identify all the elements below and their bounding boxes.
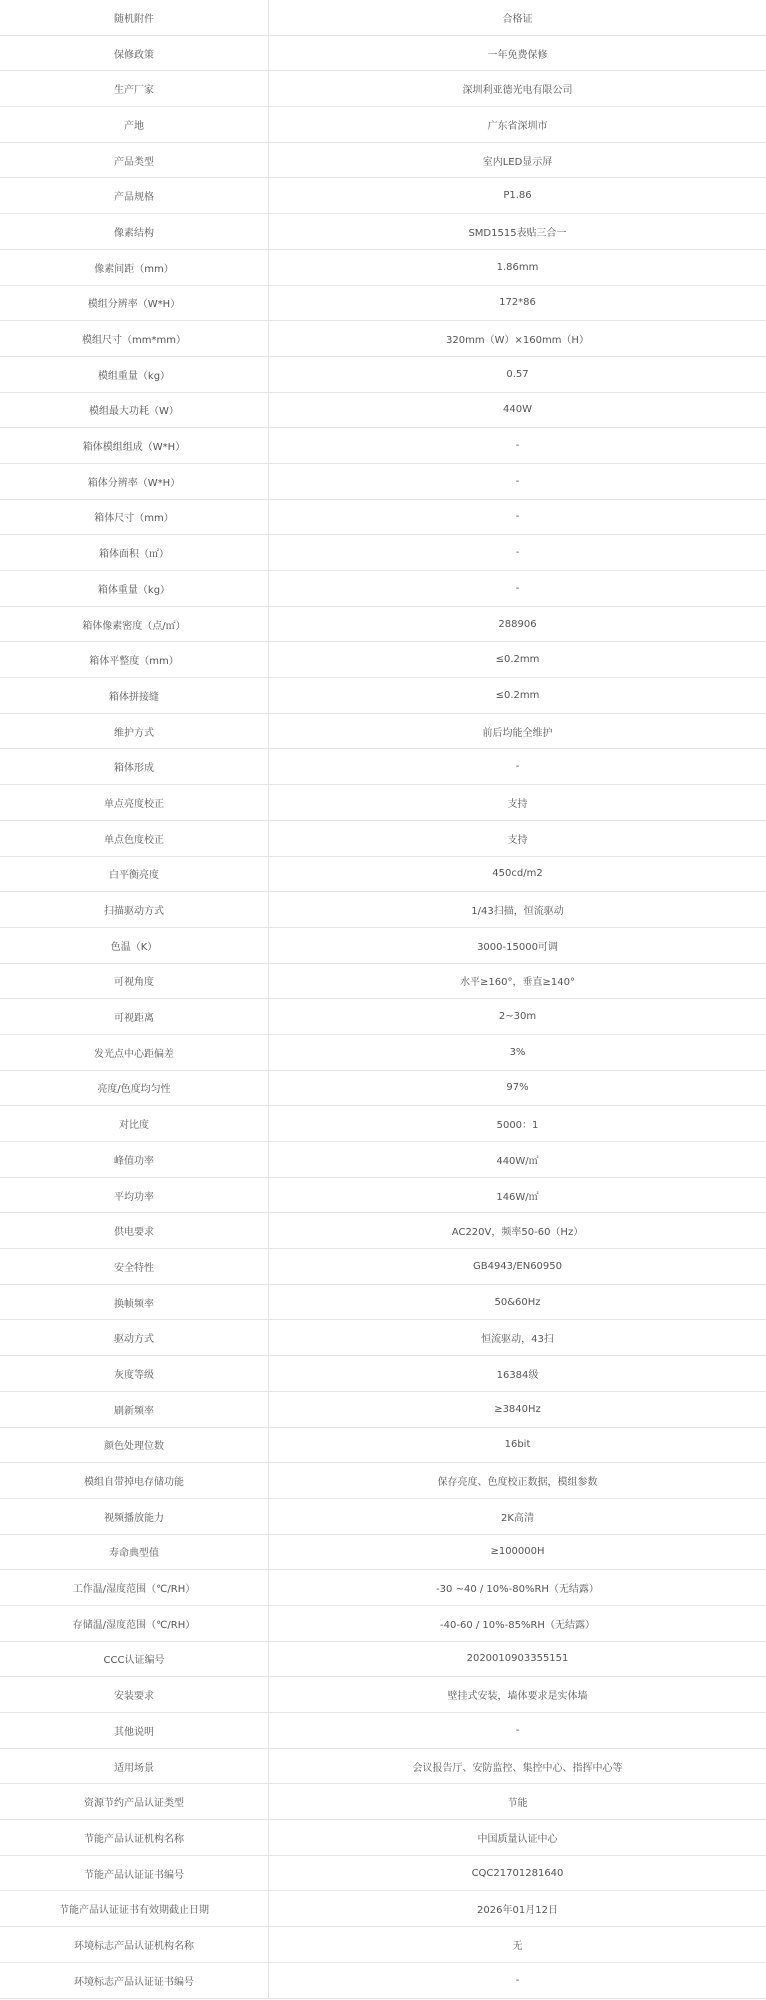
spec-label: 发光点中心距偏差 xyxy=(0,1034,269,1070)
spec-value: 146W/㎡ xyxy=(269,1177,766,1213)
spec-label: 像素结构 xyxy=(0,214,269,250)
spec-label: 工作温/湿度范围（℃/RH） xyxy=(0,1570,269,1606)
table-row xyxy=(0,1962,766,1998)
spec-label: 存储温/湿度范围（℃/RH） xyxy=(0,1605,269,1641)
spec-value: 壁挂式安装，墙体要求是实体墙 xyxy=(269,1677,766,1713)
spec-label: 对比度 xyxy=(0,1106,269,1142)
table-row xyxy=(0,1641,766,1677)
table-row xyxy=(0,1820,766,1856)
spec-label: 节能产品认证机构名称 xyxy=(0,1820,269,1856)
spec-value: AC220V，频率50-60（Hz） xyxy=(269,1213,766,1249)
spec-value: P1.86 xyxy=(269,178,766,214)
spec-value: 无 xyxy=(269,1927,766,1963)
table-row xyxy=(0,1534,766,1570)
spec-label: 扫描驱动方式 xyxy=(0,892,269,928)
spec-value: GB4943/EN60950 xyxy=(269,1249,766,1285)
table-row xyxy=(0,107,766,143)
spec-value: - xyxy=(269,499,766,535)
table-row xyxy=(0,571,766,607)
table-row xyxy=(0,1034,766,1070)
spec-label: 节能产品认证证书编号 xyxy=(0,1855,269,1891)
table-row xyxy=(0,963,766,999)
spec-label: 安装要求 xyxy=(0,1677,269,1713)
table-row xyxy=(0,356,766,392)
spec-label: 箱体形成 xyxy=(0,749,269,785)
spec-label: 节能产品认证证书有效期截止日期 xyxy=(0,1891,269,1927)
spec-label: 寿命典型值 xyxy=(0,1534,269,1570)
spec-value: 2~30m xyxy=(269,999,766,1035)
spec-value: ≤0.2mm xyxy=(269,678,766,714)
spec-value: 深圳利亚德光电有限公司 xyxy=(269,71,766,107)
spec-label: 产地 xyxy=(0,107,269,143)
spec-label: 峰值功率 xyxy=(0,1142,269,1178)
table-row xyxy=(0,1677,766,1713)
spec-label: 颜色处理位数 xyxy=(0,1427,269,1463)
spec-value: - xyxy=(269,535,766,571)
spec-label: 平均功率 xyxy=(0,1177,269,1213)
spec-label: 驱动方式 xyxy=(0,1320,269,1356)
spec-label: 供电要求 xyxy=(0,1213,269,1249)
table-row xyxy=(0,463,766,499)
table-row xyxy=(0,927,766,963)
spec-label: 保修政策 xyxy=(0,35,269,71)
spec-value: 440W xyxy=(269,392,766,428)
spec-value: 前后均能全维护 xyxy=(269,713,766,749)
spec-value: 节能 xyxy=(269,1784,766,1820)
table-row xyxy=(0,321,766,357)
spec-label: 箱体分辨率（W*H） xyxy=(0,463,269,499)
spec-label: 箱体尺寸（mm） xyxy=(0,499,269,535)
table-row xyxy=(0,1748,766,1784)
table-row xyxy=(0,214,766,250)
table-row xyxy=(0,1927,766,1963)
table-row xyxy=(0,820,766,856)
spec-label: 像素间距（mm） xyxy=(0,249,269,285)
spec-label: 安全特性 xyxy=(0,1249,269,1285)
spec-label: 模组最大功耗（W） xyxy=(0,392,269,428)
spec-value: - xyxy=(269,428,766,464)
table-row xyxy=(0,1855,766,1891)
spec-value: CQC21701281640 xyxy=(269,1855,766,1891)
spec-label: 生产厂家 xyxy=(0,71,269,107)
spec-value: 0.57 xyxy=(269,356,766,392)
table-row xyxy=(0,856,766,892)
spec-value: 3% xyxy=(269,1034,766,1070)
spec-label: 箱体拼接缝 xyxy=(0,678,269,714)
spec-label: 单点亮度校正 xyxy=(0,785,269,821)
spec-label: 白平衡亮度 xyxy=(0,856,269,892)
table-row xyxy=(0,1891,766,1927)
spec-value: 中国质量认证中心 xyxy=(269,1820,766,1856)
table-row xyxy=(0,1391,766,1427)
spec-label: 视频播放能力 xyxy=(0,1498,269,1534)
spec-value: SMD1515表贴三合一 xyxy=(269,214,766,250)
spec-value: 水平≥160°，垂直≥140° xyxy=(269,963,766,999)
spec-value: ≥100000H xyxy=(269,1534,766,1570)
table-row xyxy=(0,1177,766,1213)
table-row xyxy=(0,392,766,428)
table-row xyxy=(0,999,766,1035)
spec-label: 色温（K） xyxy=(0,927,269,963)
spec-label: 环境标志产品认证证书编号 xyxy=(0,1962,269,1998)
spec-label: 模组自带掉电存储功能 xyxy=(0,1463,269,1499)
spec-label: 模组重量（kg） xyxy=(0,356,269,392)
spec-label: 可视距离 xyxy=(0,999,269,1035)
spec-label: 产品规格 xyxy=(0,178,269,214)
table-row xyxy=(0,1498,766,1534)
spec-label: 模组分辨率（W*H） xyxy=(0,285,269,321)
table-row xyxy=(0,1784,766,1820)
spec-value: 2020010903355151 xyxy=(269,1641,766,1677)
table-row xyxy=(0,1106,766,1142)
spec-label: 箱体面积（㎡） xyxy=(0,535,269,571)
spec-value: - xyxy=(269,1962,766,1998)
spec-value: 320mm（W）×160mm（H） xyxy=(269,321,766,357)
spec-label: 其他说明 xyxy=(0,1713,269,1749)
table-row xyxy=(0,1427,766,1463)
table-row xyxy=(0,71,766,107)
table-row xyxy=(0,1356,766,1392)
spec-label: 箱体平整度（mm） xyxy=(0,642,269,678)
spec-value: 16bit xyxy=(269,1427,766,1463)
table-row xyxy=(0,1249,766,1285)
spec-label: 适用场景 xyxy=(0,1748,269,1784)
spec-value: ≥3840Hz xyxy=(269,1391,766,1427)
spec-value: 会议报告厅、安防监控、集控中心、指挥中心等 xyxy=(269,1748,766,1784)
spec-label: 箱体像素密度（点/㎡） xyxy=(0,606,269,642)
table-row xyxy=(0,0,766,35)
spec-value: 288906 xyxy=(269,606,766,642)
table-row xyxy=(0,178,766,214)
spec-value: 1.86mm xyxy=(269,249,766,285)
spec-value: 合格证 xyxy=(269,0,766,35)
spec-value: - xyxy=(269,571,766,607)
spec-label: 产品类型 xyxy=(0,142,269,178)
spec-label: 模组尺寸（mm*mm） xyxy=(0,321,269,357)
table-row xyxy=(0,1570,766,1606)
spec-value: - xyxy=(269,749,766,785)
spec-label: 箱体模组组成（W*H） xyxy=(0,428,269,464)
spec-label: 单点色度校正 xyxy=(0,820,269,856)
spec-value: 50&60Hz xyxy=(269,1284,766,1320)
spec-label: 维护方式 xyxy=(0,713,269,749)
table-row xyxy=(0,1284,766,1320)
spec-value: 172*86 xyxy=(269,285,766,321)
spec-value: 440W/㎡ xyxy=(269,1142,766,1178)
spec-label: 灰度等级 xyxy=(0,1356,269,1392)
spec-value: 保存亮度、色度校正数据，模组参数 xyxy=(269,1463,766,1499)
spec-label: 环境标志产品认证机构名称 xyxy=(0,1927,269,1963)
spec-value: 3000-15000可调 xyxy=(269,927,766,963)
spec-value: 一年免费保修 xyxy=(269,35,766,71)
table-row xyxy=(0,678,766,714)
table-row xyxy=(0,285,766,321)
table-row xyxy=(0,1605,766,1641)
spec-value: 16384级 xyxy=(269,1356,766,1392)
spec-value: 支持 xyxy=(269,820,766,856)
spec-value: 450cd/m2 xyxy=(269,856,766,892)
table-row xyxy=(0,1713,766,1749)
spec-value: 97% xyxy=(269,1070,766,1106)
spec-label: 资源节约产品认证类型 xyxy=(0,1784,269,1820)
table-row xyxy=(0,606,766,642)
table-row xyxy=(0,892,766,928)
spec-value: 室内LED显示屏 xyxy=(269,142,766,178)
spec-label: 换帧频率 xyxy=(0,1284,269,1320)
spec-label: CCC认证编号 xyxy=(0,1641,269,1677)
spec-value: -30 ~40 / 10%-80%RH（无结露） xyxy=(269,1570,766,1606)
table-row xyxy=(0,535,766,571)
spec-value: - xyxy=(269,1713,766,1749)
spec-value: 2026年01月12日 xyxy=(269,1891,766,1927)
spec-value: -40-60 / 10%-85%RH（无结露） xyxy=(269,1605,766,1641)
table-row xyxy=(0,1070,766,1106)
table-row xyxy=(0,1142,766,1178)
spec-label: 亮度/色度均匀性 xyxy=(0,1070,269,1106)
spec-value: 恒流驱动，43扫 xyxy=(269,1320,766,1356)
spec-label: 箱体重量（kg） xyxy=(0,571,269,607)
spec-value: - xyxy=(269,463,766,499)
table-row xyxy=(0,1213,766,1249)
spec-value: 支持 xyxy=(269,785,766,821)
table-row xyxy=(0,713,766,749)
spec-label: 可视角度 xyxy=(0,963,269,999)
spec-value: 广东省深圳市 xyxy=(269,107,766,143)
spec-label: 随机附件 xyxy=(0,0,269,35)
table-row xyxy=(0,142,766,178)
table-row xyxy=(0,499,766,535)
table-row xyxy=(0,35,766,71)
table-row xyxy=(0,1320,766,1356)
spec-value: 2K高清 xyxy=(269,1498,766,1534)
table-row xyxy=(0,428,766,464)
table-row xyxy=(0,1463,766,1499)
spec-label: 刷新频率 xyxy=(0,1391,269,1427)
table-row xyxy=(0,749,766,785)
table-row xyxy=(0,642,766,678)
table-row xyxy=(0,249,766,285)
spec-value: 5000：1 xyxy=(269,1106,766,1142)
spec-value: ≤0.2mm xyxy=(269,642,766,678)
table-row xyxy=(0,785,766,821)
spec-value: 1/43扫描，恒流驱动 xyxy=(269,892,766,928)
